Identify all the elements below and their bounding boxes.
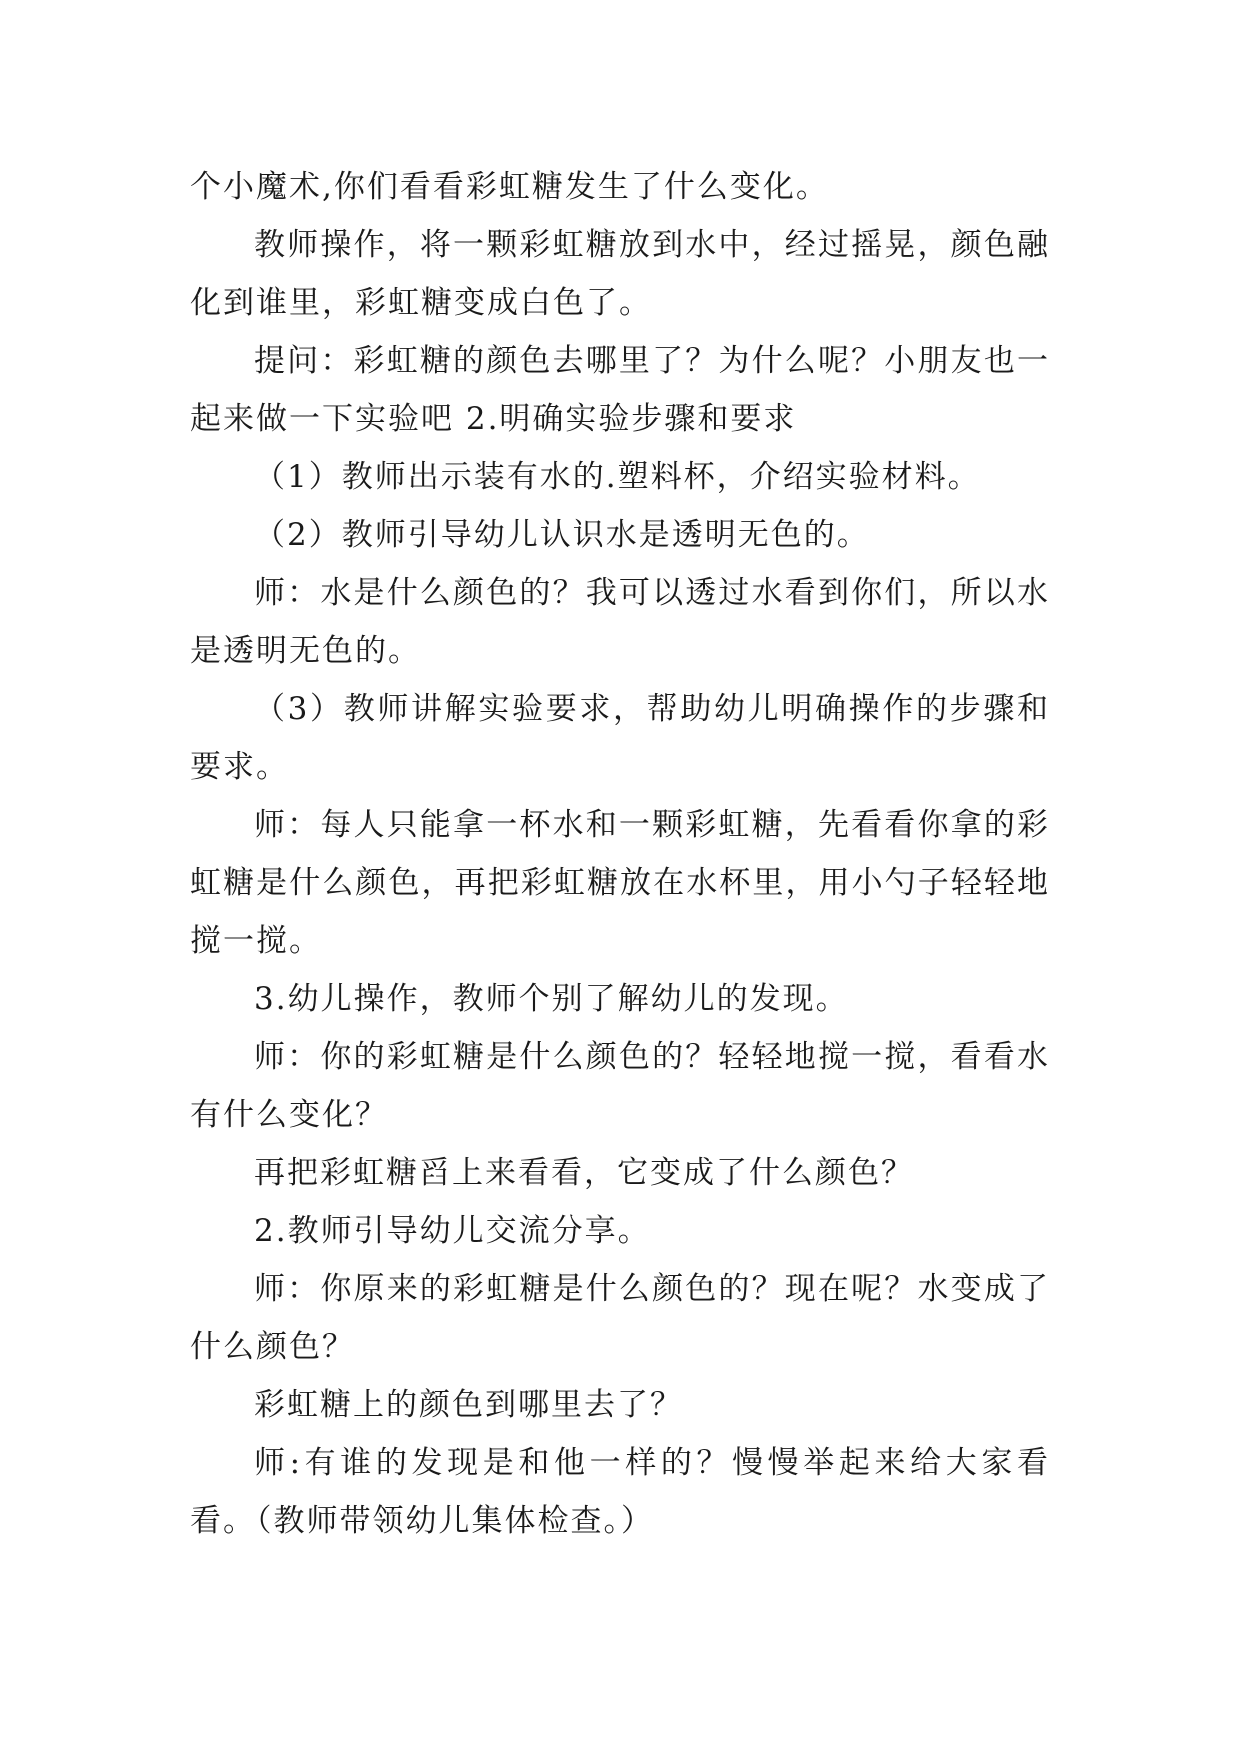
paragraph: 教师操作，将一颗彩虹糖放到水中，经过摇晃，颜色融化到谁里，彩虹糖变成白色了。 <box>190 227 1050 321</box>
paragraph: （1）教师出示装有水的.塑料杯，介绍实验材料。 <box>254 459 981 495</box>
paragraph: 彩虹糖上的颜色到哪里去了？ <box>254 1387 683 1423</box>
document-body <box>190 158 1050 1550</box>
paragraph: 3.幼儿操作，教师个别了解幼儿的发现。 <box>254 981 849 1017</box>
paragraph: （3）教师讲解实验要求，帮助幼儿明确操作的步骤和要求。 <box>190 691 1050 785</box>
paragraph: 个小魔术,你们看看彩虹糖发生了什么变化。 <box>190 169 829 205</box>
paragraph: 提问：彩虹糖的颜色去哪里了？为什么呢？小朋友也一起来做一下实验吧 2.明确实验步骤和要求 <box>190 343 1050 437</box>
paragraph: 师:有谁的发现是和他一样的？慢慢举起来给大家看看。（教师带领幼儿集体检查。） <box>190 1445 1050 1539</box>
paragraph: 再把彩虹糖舀上来看看，它变成了什么颜色？ <box>254 1155 914 1191</box>
paragraph: 师：你原来的彩虹糖是什么颜色的？现在呢？水变成了什么颜色？ <box>190 1271 1050 1365</box>
paragraph: 师：每人只能拿一杯水和一颗彩虹糖，先看看你拿的彩虹糖是什么颜色，再把彩虹糖放在水杯里，用小勺子轻轻地搅一搅。 <box>190 807 1050 959</box>
paragraph: 师：你的彩虹糖是什么颜色的？轻轻地搅一搅，看看水有什么变化？ <box>190 1039 1050 1133</box>
paragraph: 2.教师引导幼儿交流分享。 <box>254 1213 651 1249</box>
paragraph: 师：水是什么颜色的？我可以透过水看到你们，所以水是透明无色的。 <box>190 575 1050 669</box>
paragraph: （2）教师引导幼儿认识水是透明无色的。 <box>254 517 870 553</box>
